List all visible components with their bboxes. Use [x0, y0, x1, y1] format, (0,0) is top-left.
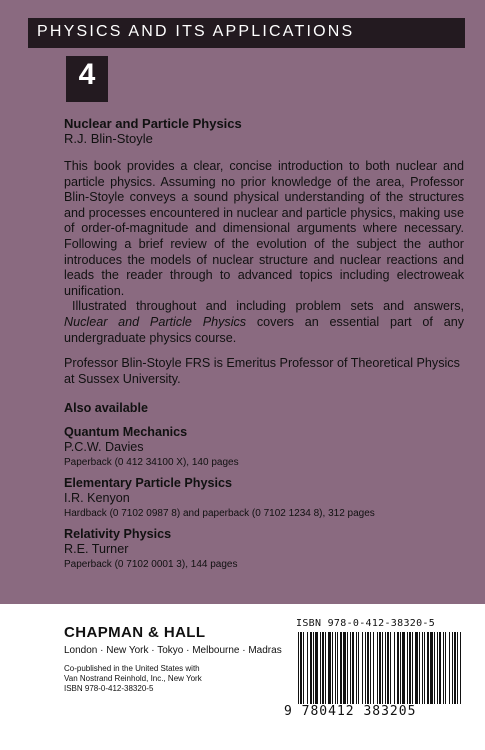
copublisher-info	[64, 664, 264, 694]
also-book-detail: Paperback (0 412 34100 X), 140 pages	[64, 457, 239, 469]
barcode-bar	[325, 632, 326, 712]
barcode-bar	[300, 632, 302, 712]
barcode-bar	[310, 632, 312, 712]
barcode-bar	[437, 632, 438, 712]
barcode-isbn-label: ISBN 978-0-412-38320-5	[296, 618, 436, 629]
also-available-item	[64, 425, 464, 470]
barcode-bar	[434, 632, 435, 712]
barcode-bar	[367, 632, 369, 712]
barcode-graphic	[296, 632, 466, 712]
also-available-item	[64, 476, 464, 521]
barcode-bar	[385, 632, 386, 712]
barcode-bar	[352, 632, 354, 712]
description-paragraph-1: This book provides a clear, concise introduction to both nuclear and particle physics. Assuming no prior knowledge of the area, Professor Blin-Stoyle conveys a sound physical understanding of the structures and processes encountered in nuclear and particle physics, making use of order-of-magnitude and dimensional arguments where necessary. Following a brief review of the evolution of the subject the author introduces the models of nuclear structure and nuclear reactions and leads the reader through to advanced topics including electroweak unification.	[64, 159, 464, 298]
barcode-bar	[315, 632, 318, 712]
description-text: Illustrated throughout and including problem sets and answers,	[72, 299, 464, 314]
barcode-bar	[350, 632, 351, 712]
barcode-bar	[320, 632, 321, 712]
barcode-bar	[379, 632, 381, 712]
book-title: Nuclear and Particle Physics	[64, 116, 242, 131]
also-book-title: Relativity Physics	[64, 527, 172, 542]
author-bio: Professor Blin-Stoyle FRS is Emeritus Professor of Theoretical Physics at Sussex University.	[64, 356, 460, 386]
barcode-bar	[377, 632, 378, 712]
also-book-title: Elementary Particle Physics	[64, 476, 233, 491]
also-available-item	[64, 527, 464, 572]
barcode-bar	[313, 632, 314, 712]
barcode-bar	[322, 632, 324, 712]
book-author: R.J. Blin-Stoyle	[64, 131, 153, 146]
also-available-heading: Also available	[64, 401, 148, 416]
barcode-bar	[439, 632, 441, 712]
barcode-bar	[419, 632, 420, 712]
barcode-bar	[454, 632, 456, 712]
barcode-bar	[347, 632, 348, 712]
barcode-bar	[340, 632, 342, 712]
barcode-bar	[409, 632, 411, 712]
barcode-bar	[452, 632, 453, 712]
barcode-bar	[412, 632, 413, 712]
barcode-bar	[457, 632, 458, 712]
barcode-bar	[356, 632, 357, 712]
barcode-bar	[397, 632, 399, 712]
also-book-author: P.C.W. Davies	[64, 440, 144, 455]
copublisher-line: Co-published in the United States with	[64, 664, 200, 673]
barcode-bar	[370, 632, 371, 712]
barcode-bar	[343, 632, 346, 712]
barcode-bar	[328, 632, 331, 712]
copublisher-line: Van Nostrand Reinhold, Inc., New York	[64, 674, 202, 683]
also-book-detail: Paperback (0 7102 0001 3), 144 pages	[64, 559, 238, 571]
book-description	[64, 159, 464, 346]
barcode-bar	[445, 632, 446, 712]
series-title: PHYSICS AND ITS APPLICATIONS	[37, 23, 355, 40]
barcode-bar	[332, 632, 333, 712]
barcode-bar	[382, 632, 383, 712]
also-book-author: I.R. Kenyon	[64, 491, 130, 506]
barcode-bar	[460, 632, 461, 712]
barcode-bar	[427, 632, 429, 712]
barcode-bar	[400, 632, 401, 712]
barcode-bar	[422, 632, 423, 712]
barcode-bar	[307, 632, 308, 712]
barcode-bar	[390, 632, 391, 712]
barcode-bar	[387, 632, 389, 712]
barcode-bar	[373, 632, 374, 712]
barcode-bar	[415, 632, 418, 712]
description-paragraph-2	[64, 299, 464, 346]
barcode-bar	[394, 632, 395, 712]
description-book-title: Nuclear and Particle Physics	[64, 314, 247, 329]
barcode-bar	[443, 632, 444, 712]
barcode-bar	[335, 632, 336, 712]
description-text: covers an essential part of any undergraduate physics course.	[64, 314, 464, 345]
series-number-box	[66, 56, 108, 102]
barcode-bar	[362, 632, 363, 712]
barcode-bar	[449, 632, 450, 712]
barcode-bar	[402, 632, 405, 712]
publisher-cities: London · New York · Tokyo · Melbourne · Madras	[64, 645, 282, 656]
barcode-bar	[298, 632, 299, 712]
barcode-bar	[365, 632, 366, 712]
cover-text	[64, 116, 464, 578]
barcode-digits: 9 780412 383205	[284, 704, 470, 719]
barcode-bar	[303, 632, 304, 712]
publisher-name: CHAPMAN & HALL	[64, 624, 206, 641]
also-book-detail: Hardback (0 7102 0987 8) and paperback (0 7102 1234 8), 312 pages	[64, 508, 375, 520]
also-book-title: Quantum Mechanics	[64, 425, 188, 440]
barcode-bar	[407, 632, 408, 712]
barcode-bar	[337, 632, 338, 712]
barcode-bar	[424, 632, 425, 712]
barcode-bar	[430, 632, 433, 712]
publisher-isbn: ISBN 978-0-412-38320-5	[64, 684, 154, 693]
barcode-bar	[358, 632, 359, 712]
series-number: 4	[78, 58, 96, 91]
also-book-author: R.E. Turner	[64, 542, 129, 557]
